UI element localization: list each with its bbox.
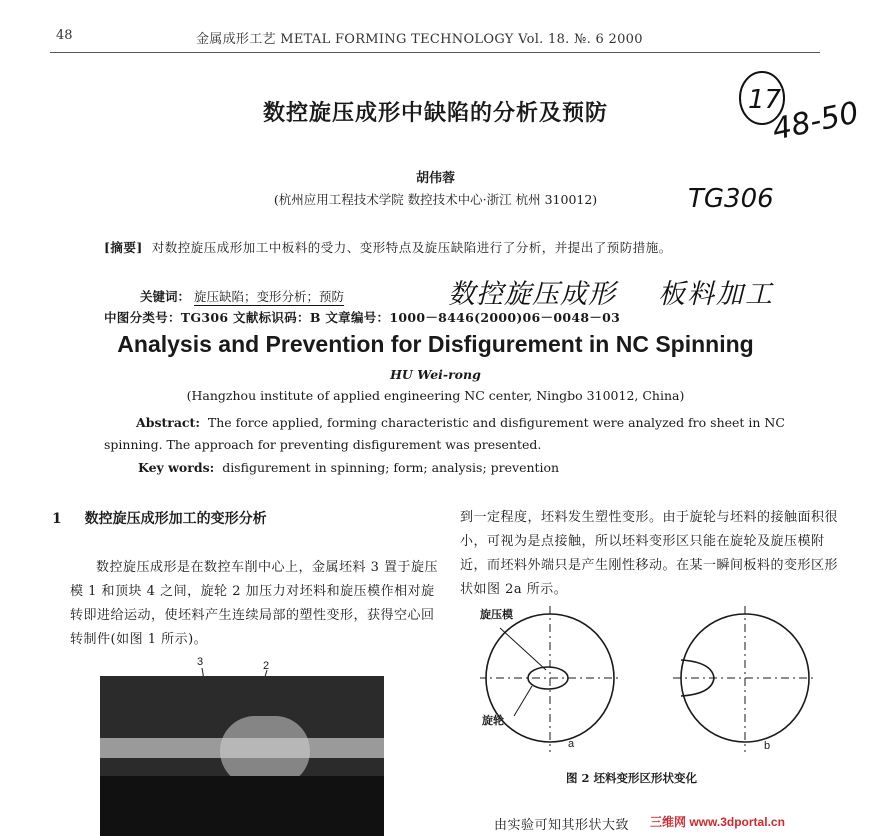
figure2-label-b: b [764, 740, 771, 752]
affiliation-cn: (杭州应用工程技术学院 数控技术中心·浙江 杭州 310012) [273, 192, 598, 207]
header-rule [50, 52, 820, 53]
keywords-cn-text: 旋压缺陷；变形分析；预防 [194, 289, 345, 304]
figure2-caption: 图 2 坯料变形区形状变化 [566, 771, 698, 785]
figure2-diagram [480, 600, 850, 790]
abstract-cn [104, 236, 794, 259]
figure1-label-3: 3 [197, 656, 204, 668]
figure2a [480, 606, 622, 752]
abstract-en-label: Abstract: [136, 415, 200, 430]
title-en: Analysis and Prevention for Disfigurement in NC Spinning [117, 331, 754, 357]
keywords-en-text: disfigurement in spinning; form; analysis; prevention [222, 460, 560, 475]
body-last-line: 由实验可知其形状大致 [494, 818, 630, 833]
figure2-label-a: a [568, 738, 575, 750]
figure2b [673, 606, 817, 752]
body-paragraph-right: 到一定程度，坯料发生塑性变形。由于旋轮与坯料的接触面积很小，可视为是点接触，所以坯料变形区只能在旋轮及旋压模附近，而坯料外端只是产生刚性移动。在某一瞬间板料的变形区形状如图 2a 所示。 [460, 510, 839, 597]
page-number: 48 [56, 28, 73, 43]
section-number: 1 [52, 511, 62, 527]
body-paragraph-left: 数控旋压成形是在数控车削中心上，金属坯料 3 置于旋压模 1 和顶块 4 之间，旋轮 2 加压力对坯料和旋压模作相对旋转即进给运动，使坯料产生连续局部的塑性变形，获得空心回转制件(如图 1 所示)。 [70, 560, 439, 647]
section-title: 数控旋压成形加工的变形分析 [84, 511, 267, 527]
abstract-cn-text: 对数控旋压成形加工中板料的受力、变形特点及旋压缺陷进行了分析，并提出了预防措施。 [151, 240, 672, 255]
abstract-cn-label: [摘要] [104, 240, 143, 255]
handwritten-code: TG306 [688, 184, 774, 214]
figure1-label-2: 2 [263, 660, 270, 672]
section-heading [52, 508, 267, 528]
journal-title: 金属成形工艺 METAL FORMING TECHNOLOGY Vol. 18. №. 6 2000 [196, 32, 643, 47]
author-en: HU Wei-rong [390, 367, 481, 382]
abstract-en-text: The force applied, forming characteristic and disfigurement were analyzed fro sheet in NC spinning. The approach for preventing disfigurement was presented. [104, 415, 785, 452]
keywords-cn-label: 关键词： [140, 289, 191, 304]
handwritten-keyword-1: 数控旋压成形 [448, 279, 616, 310]
handwritten-pages: 48-50 [769, 95, 862, 148]
title-cn: 数控旋压成形中缺陷的分析及预防 [262, 100, 608, 126]
keywords-en-label: Key words: [138, 460, 215, 475]
abstract-en [104, 412, 804, 456]
figure1-photo [100, 676, 384, 836]
affiliation-en: (Hangzhou institute of applied engineering NC center, Ningbo 310012, China) [186, 388, 685, 403]
classification-line: 中图分类号：TG306 文献标识码：B 文章编号：1000－8446(2000)06－0048－03 [104, 310, 621, 325]
keywords-cn [140, 287, 344, 305]
running-header [0, 28, 871, 50]
figure2-label-die: 旋压模 [480, 609, 513, 621]
figure2-label-roller: 旋轮 [482, 715, 504, 727]
handwritten-keyword-2: 板料加工 [658, 279, 774, 310]
watermark: 三维网 www.3dportal.cn [650, 815, 785, 829]
author-cn: 胡伟蓉 [415, 171, 455, 186]
circled-number-text: 17 [748, 85, 782, 115]
keywords-en [138, 460, 559, 475]
photo-base [100, 776, 384, 836]
